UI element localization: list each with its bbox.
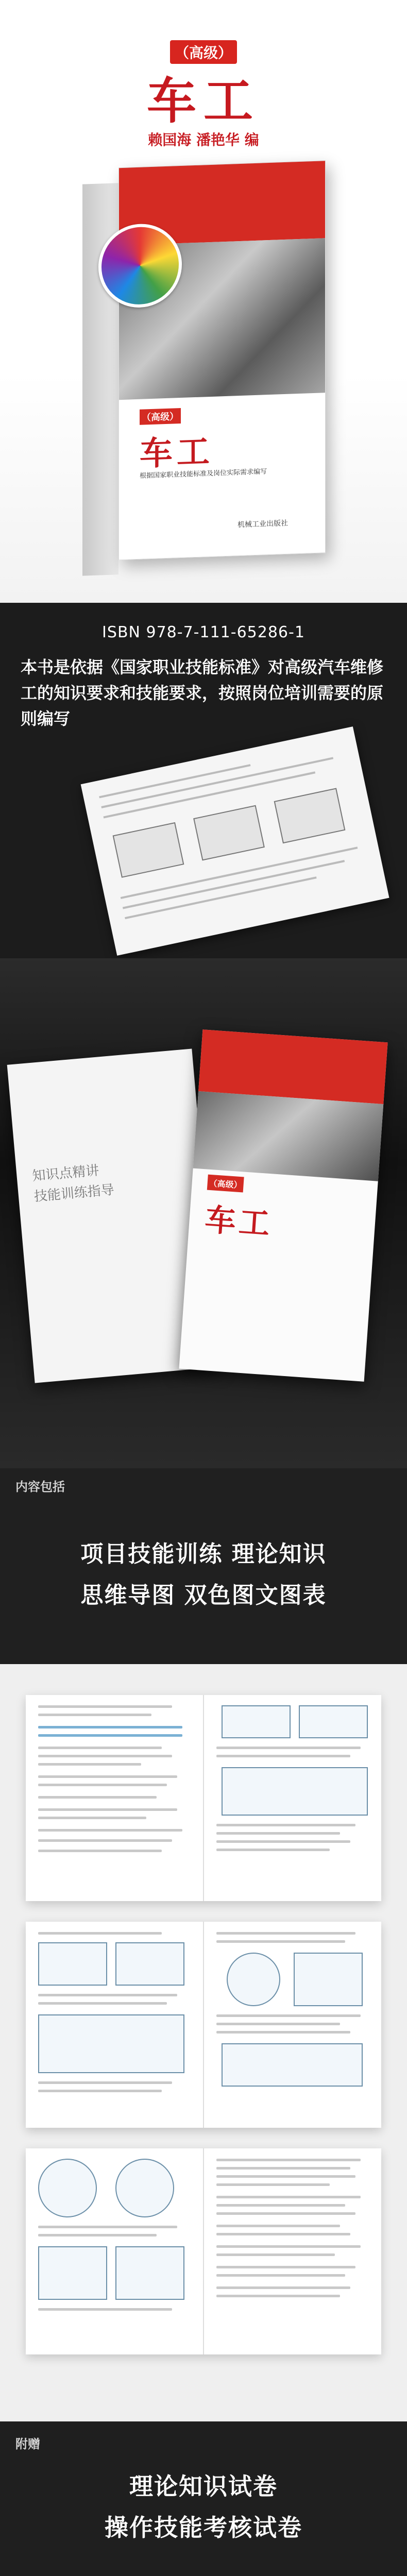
intro-description: 本书是依据《国家职业技能标准》对高级汽车维修工的知识要求和技能要求，按照岗位培训需要的原则编写 (21, 657, 384, 728)
content-section (0, 1468, 407, 2421)
appendix-line-1: 理论知识试卷 (129, 2472, 278, 2500)
sample-spread-1 (26, 1695, 381, 1901)
cover-title: 车工 (140, 432, 214, 473)
cover-level-tag: （高级） (140, 408, 181, 425)
right-page-photo (193, 1091, 384, 1181)
pages-photo (81, 724, 404, 958)
left-page-chapter: 知识点精讲 技能训练指导 (31, 1163, 115, 1205)
cover-subtitle: 根据国家职业技能标准及岗位实际需求编写 (140, 468, 267, 480)
content-label: 内容包括 (15, 1480, 65, 1494)
appendix-label: 附赠 (15, 2437, 40, 2451)
intro-section (0, 603, 407, 958)
hero-section (0, 0, 407, 603)
right-page-level-tag: （高级） (207, 1175, 244, 1193)
content-header (0, 1468, 407, 1664)
book-front-cover (118, 160, 326, 560)
content-line-2: 思维导图 双色图文图表 (80, 1582, 327, 1608)
isbn-text: ISBN 978-7-111-65286-1 (102, 623, 305, 641)
page-sheet (81, 726, 389, 956)
book-cover-3d (82, 161, 309, 581)
sample-spread-2 (26, 1922, 381, 2128)
appendix-section (0, 2421, 407, 2576)
content-line-1: 项目技能训练 理论知识 (80, 1541, 327, 1567)
hero-authors: 赖国海 潘艳华 编 (148, 131, 259, 148)
right-page-title: 车工 (204, 1201, 274, 1243)
level-tag: （高级） (170, 40, 237, 64)
open-book-right-page (179, 1029, 387, 1382)
hero-title: 车工 (147, 72, 260, 130)
sample-spread-3 (26, 2148, 381, 2354)
open-book-section (0, 958, 407, 1468)
appendix-line-2: 操作技能考核试卷 (105, 2514, 302, 2541)
cover-publisher: 机械工业出版社 (238, 519, 288, 530)
